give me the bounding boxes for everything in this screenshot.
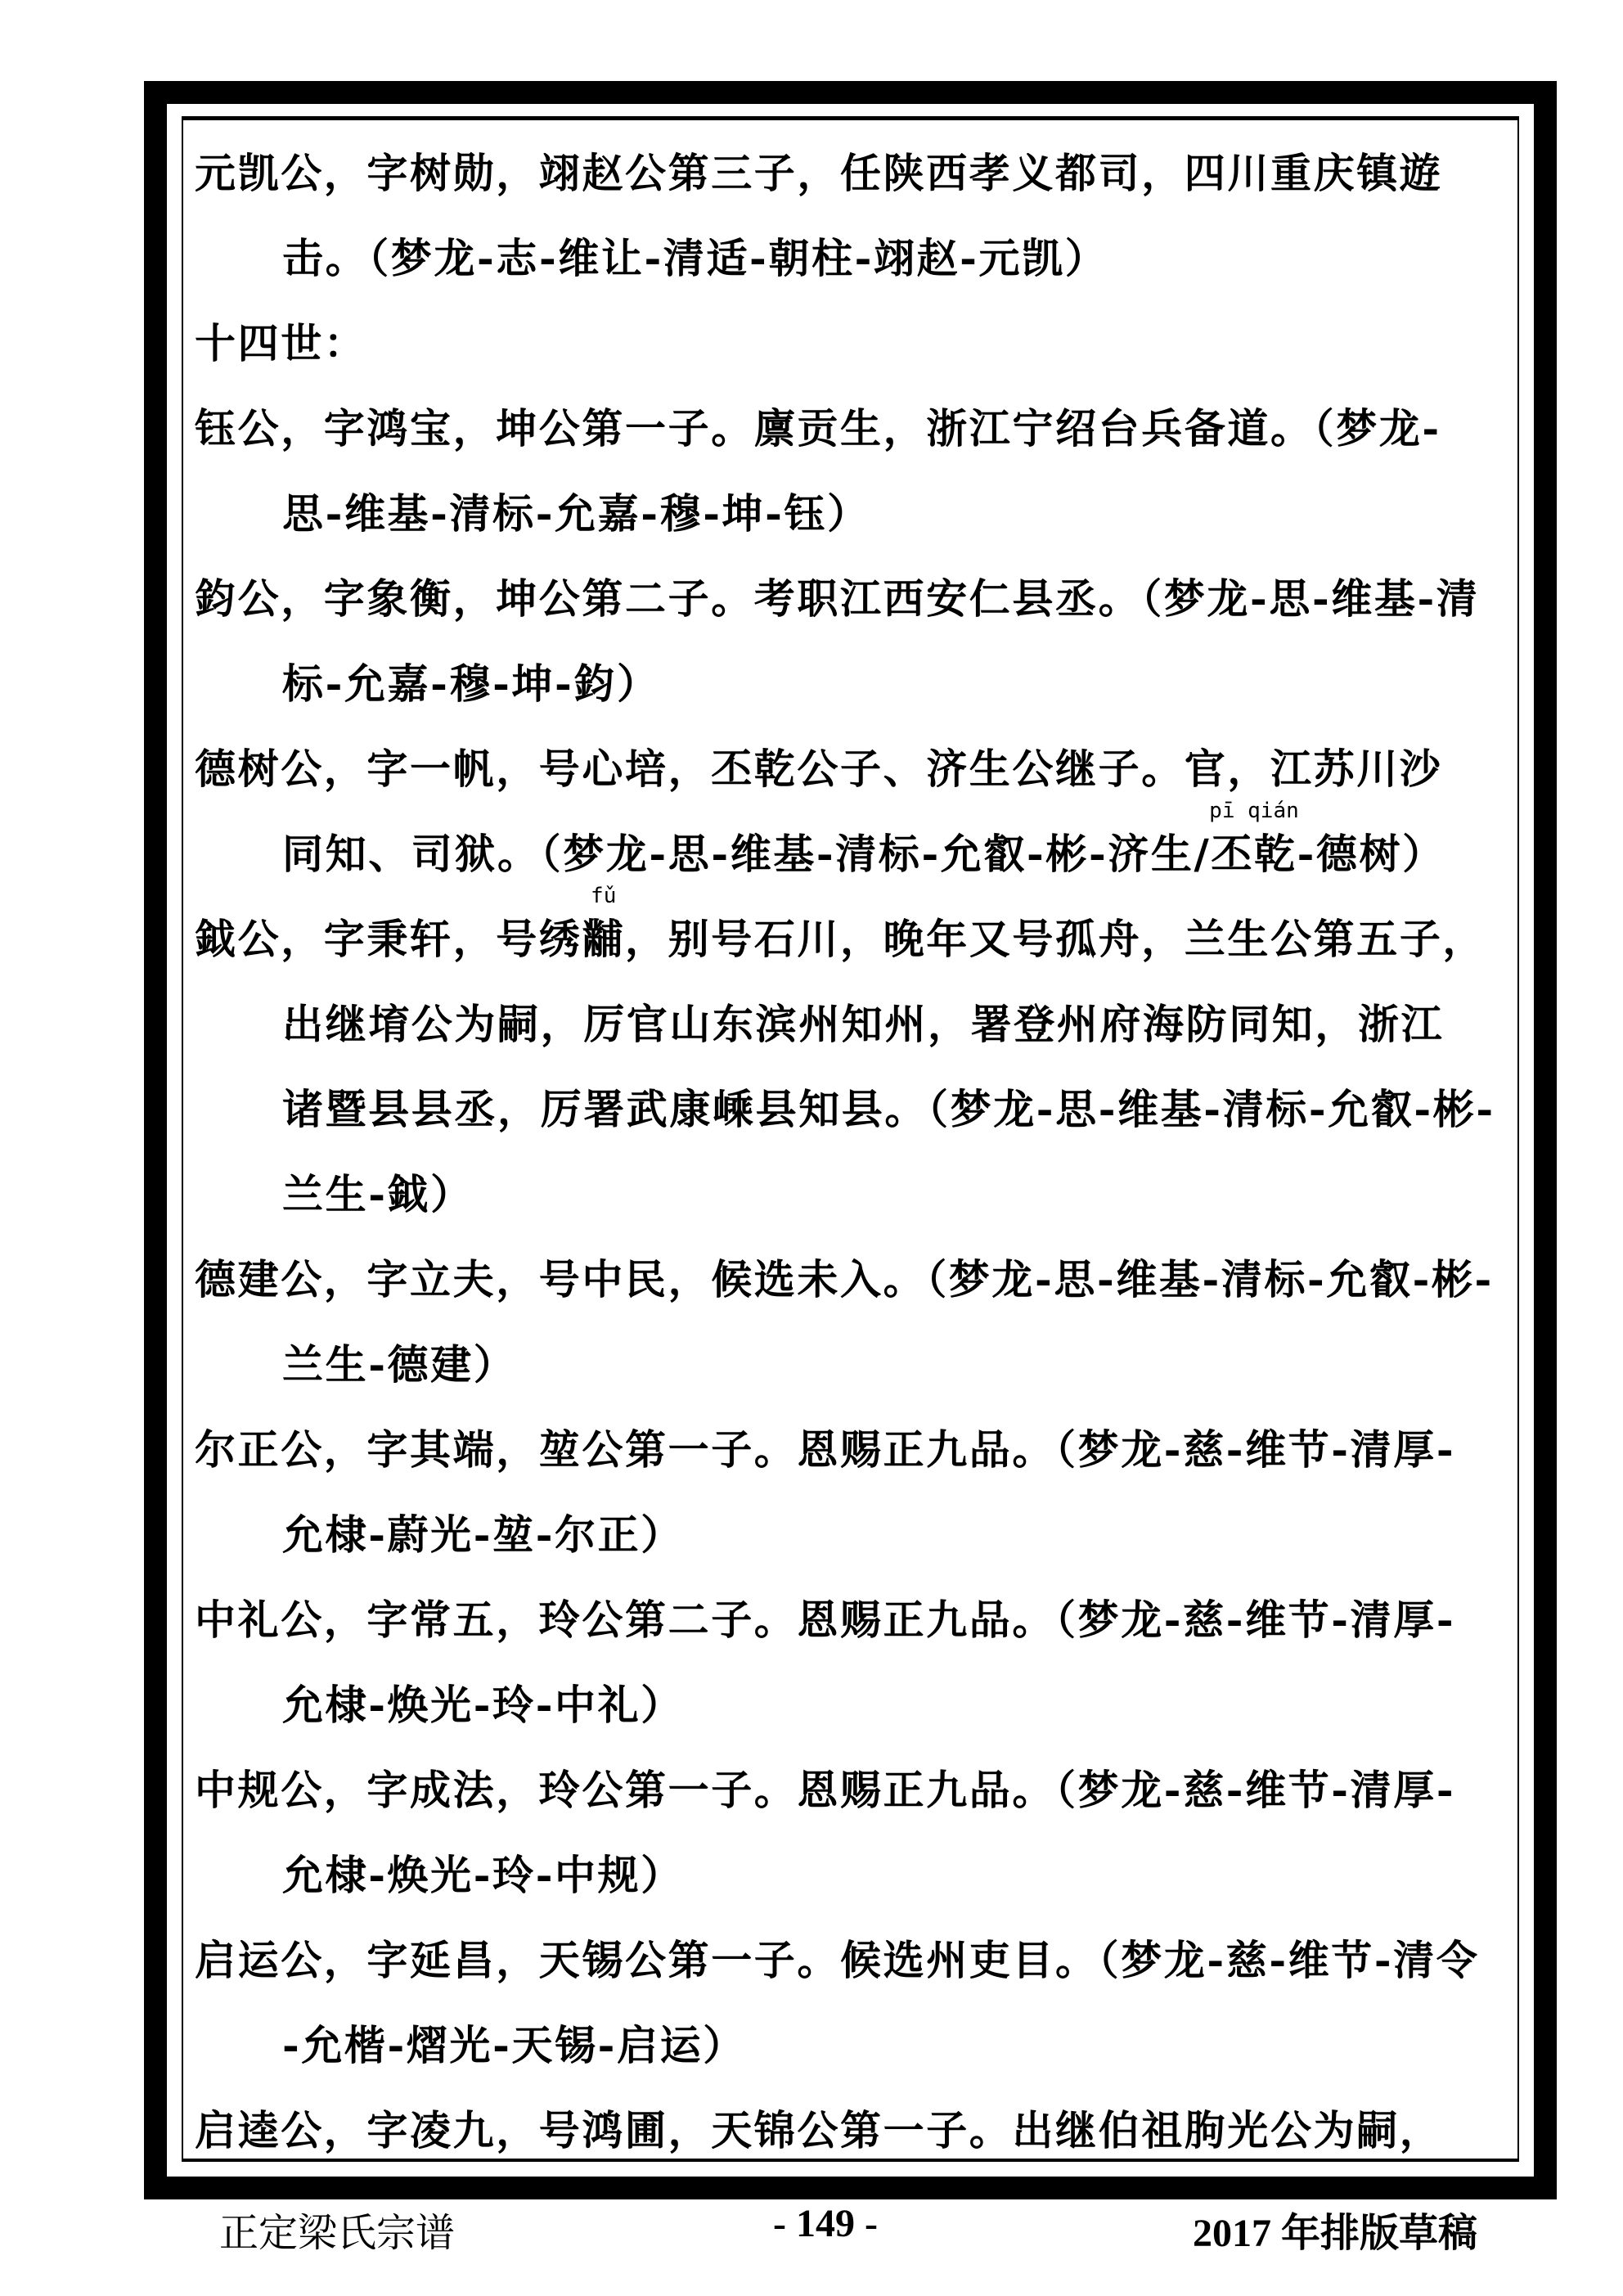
generation-heading: 十四世： [195, 319, 367, 367]
text-line: 启逵公，字凌九，号鸿圃，天锦公第一子。出继伯祖朐光公为嗣， [195, 2106, 1443, 2154]
text-segment: 鉞公，字秉轩，号绣 [195, 915, 582, 963]
text-line: 允棣-焕光-玲-中礼） [282, 1681, 684, 1729]
text-line-with-ruby [195, 799, 1504, 897]
text-segment: -德树） [1297, 830, 1445, 878]
text-line-with-ruby [195, 884, 1504, 982]
footer-book-title: 正定梁氏宗谱 [219, 2212, 456, 2255]
text-line: -允楷-熠光-天锡-启运） [282, 2021, 746, 2069]
text-line: 允棣-蔚光-堃-尔正） [282, 1510, 684, 1559]
text-line: 鈞公，字象衡，坤公第二子。考职江西安仁县丞。（梦龙-思-维基-清 [195, 574, 1480, 623]
text-line: 元凯公，字树勋，翊赵公第三子，任陕西孝义都司，四川重庆镇遊 [195, 149, 1443, 197]
text-line: 兰生-鉞） [282, 1170, 474, 1218]
text-segment: ，别号石川，晚年又号孤舟，兰生公第五子， [625, 915, 1486, 963]
text-line: 思-维基-清标-允嘉-穆-坤-钰） [282, 489, 870, 538]
text-line: 中礼公，字常五，玲公第二子。恩赐正九品。（梦龙-慈-维节-清厚- [195, 1596, 1456, 1644]
page-number: - 149 - [773, 2202, 878, 2245]
page-footer [0, 2201, 1623, 2258]
ruby-base-text: 丕乾 [1211, 830, 1297, 878]
text-line: 诸暨县县丞，厉署武康嵊县知县。（梦龙-思-维基-清标-允叡-彬- [282, 1085, 1495, 1133]
ruby-annotation [582, 884, 626, 982]
text-line: 标-允嘉-穆-坤-鈞） [282, 660, 660, 708]
text-line: 钰公，字鸿宝，坤公第一子。廪贡生，浙江宁绍台兵备道。（梦龙- [195, 404, 1441, 452]
text-segment: 同知、司狱。（梦龙-思-维基-清标-允叡-彬-济生/ [282, 830, 1212, 878]
text-line: 尔正公，字其端，堃公第一子。恩赐正九品。（梦龙-慈-维节-清厚- [195, 1425, 1456, 1474]
text-line: 击。（梦龙-志-维让-清适-朝柱-翊赵-元凯） [282, 234, 1108, 282]
pinyin-annotation: pī qián [1209, 799, 1299, 823]
text-line: 德树公，字一帆，号心培，丕乾公子、济生公继子。官，江苏川沙 [195, 745, 1443, 793]
text-line: 德建公，字立夫，号中民，候选未入。（梦龙-思-维基-清标-允叡-彬- [195, 1255, 1494, 1303]
text-line: 启运公，字延昌，天锡公第一子。候选州吏目。（梦龙-慈-维节-清令 [195, 1936, 1480, 1984]
ruby-base-text: 黼 [582, 915, 626, 963]
text-line: 兰生-德建） [282, 1340, 517, 1389]
genealogy-text-body [195, 131, 1504, 2173]
ruby-annotation [1209, 799, 1299, 897]
footer-draft-note: 2017 年排版草稿 [1193, 2212, 1478, 2255]
text-line: 中规公，字成法，玲公第一子。恩赐正九品。（梦龙-慈-维节-清厚- [195, 1766, 1456, 1814]
text-line: 出继堉公为嗣，厉官山东滨州知州，署登州府海防同知，浙江 [282, 1000, 1445, 1048]
text-line: 允棣-焕光-玲-中规） [282, 1851, 684, 1899]
pinyin-annotation: fǔ [591, 884, 617, 908]
